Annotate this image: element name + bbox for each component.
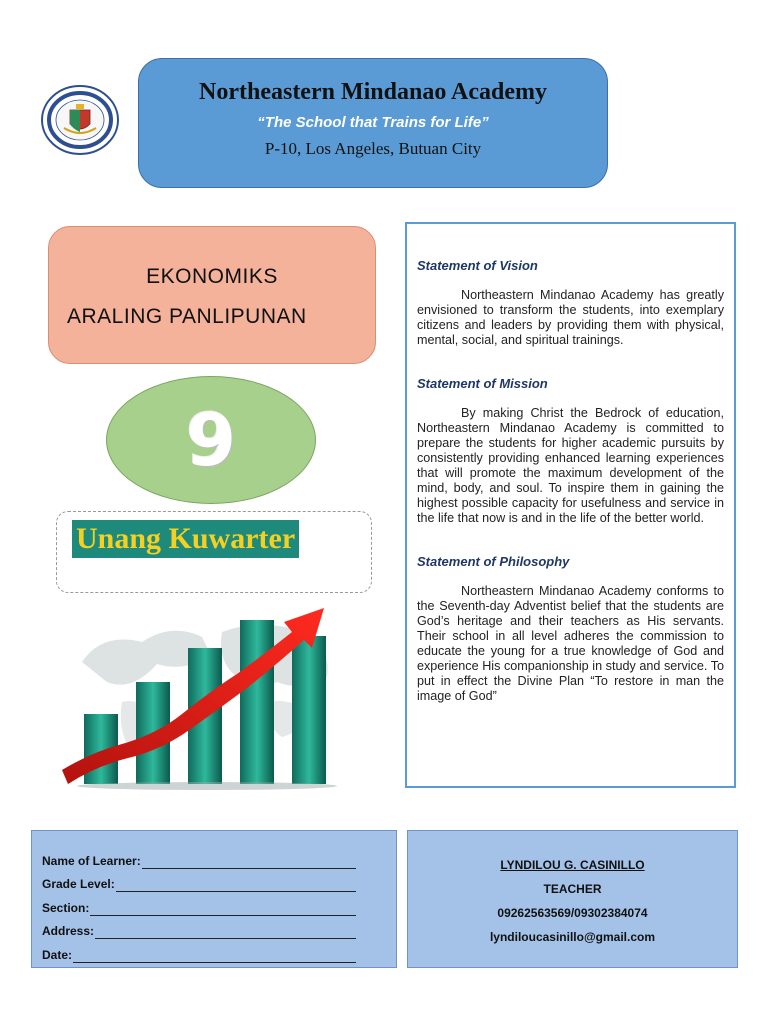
grade-level-blank[interactable] [116, 879, 356, 892]
subject-subtitle: ARALING PANLIPUNAN [67, 305, 307, 328]
mission-text: By making Christ the Bedrock of education, Northeastern Mindanao Academy is committed to prepare the students for higher academic pursuits by consistently providing enhanced learning experiences that will promote the maximum development of the mind, body, and soul. To inspire them in gaining the highest possible capacity for usefulness and service in the life that now is and in the life of the better world. [417, 406, 724, 525]
school-name: Northeastern Mindanao Academy [199, 79, 547, 105]
philosophy-text: Northeastern Mindanao Academy conforms to the Seventh-day Adventist belief that the students are God’s heritage and their teachers as His servants. Their school in all level adheres the commission to educate the young for a true knowledge of God and experience His companionship in study and service. To put in effect the Divine Plan “To restore in man the image of God” [417, 584, 724, 703]
address-blank[interactable] [95, 926, 356, 939]
grade-number: 9 [185, 398, 237, 482]
date-label: Date: [42, 947, 73, 962]
teacher-phone: 09262563569/09302384074 [497, 906, 648, 920]
address-line[interactable] [42, 916, 356, 940]
header-banner [138, 58, 608, 188]
quarter-label: Unang Kuwarter [72, 520, 299, 558]
section-label: Section: [42, 900, 90, 915]
learner-name-label: Name of Learner: [42, 853, 141, 868]
learner-name-line[interactable] [42, 845, 356, 869]
teacher-email[interactable]: lyndiloucasinillo@gmail.com [489, 930, 656, 944]
school-motto: “The School that Trains for Life” [257, 114, 489, 131]
grade-level-label: Grade Level: [42, 877, 115, 891]
address-label: Address: [42, 924, 95, 938]
growth-chart-icon [62, 602, 352, 792]
philosophy-title: Statement of Philosophy [417, 554, 570, 569]
grade-level-line[interactable] [42, 869, 356, 893]
grade-badge [106, 376, 316, 504]
teacher-name: LYNDILOU G. CASINILLO [500, 858, 645, 872]
date-line[interactable] [42, 939, 356, 963]
vision-title: Statement of Vision [417, 258, 538, 273]
school-address: P-10, Los Angeles, Butuan City [264, 139, 482, 158]
teacher-role: TEACHER [543, 882, 602, 896]
learner-name-blank[interactable] [142, 856, 356, 869]
learner-info-box [31, 830, 397, 968]
mission-title: Statement of Mission [417, 376, 548, 391]
teacher-info-box [407, 830, 738, 968]
subject-box [48, 226, 376, 364]
statements-panel [405, 222, 736, 788]
section-line[interactable] [42, 892, 356, 916]
section-blank[interactable] [90, 903, 356, 916]
vision-text: Northeastern Mindanao Academy has greatly envisioned to transform the students, into exemplary citizens and leaders by providing them with physical, mental, social, and spiritual trainings. [417, 288, 724, 347]
subject-title: EKONOMIKS [146, 265, 278, 288]
school-seal-icon [40, 84, 120, 156]
date-blank[interactable] [73, 950, 356, 963]
